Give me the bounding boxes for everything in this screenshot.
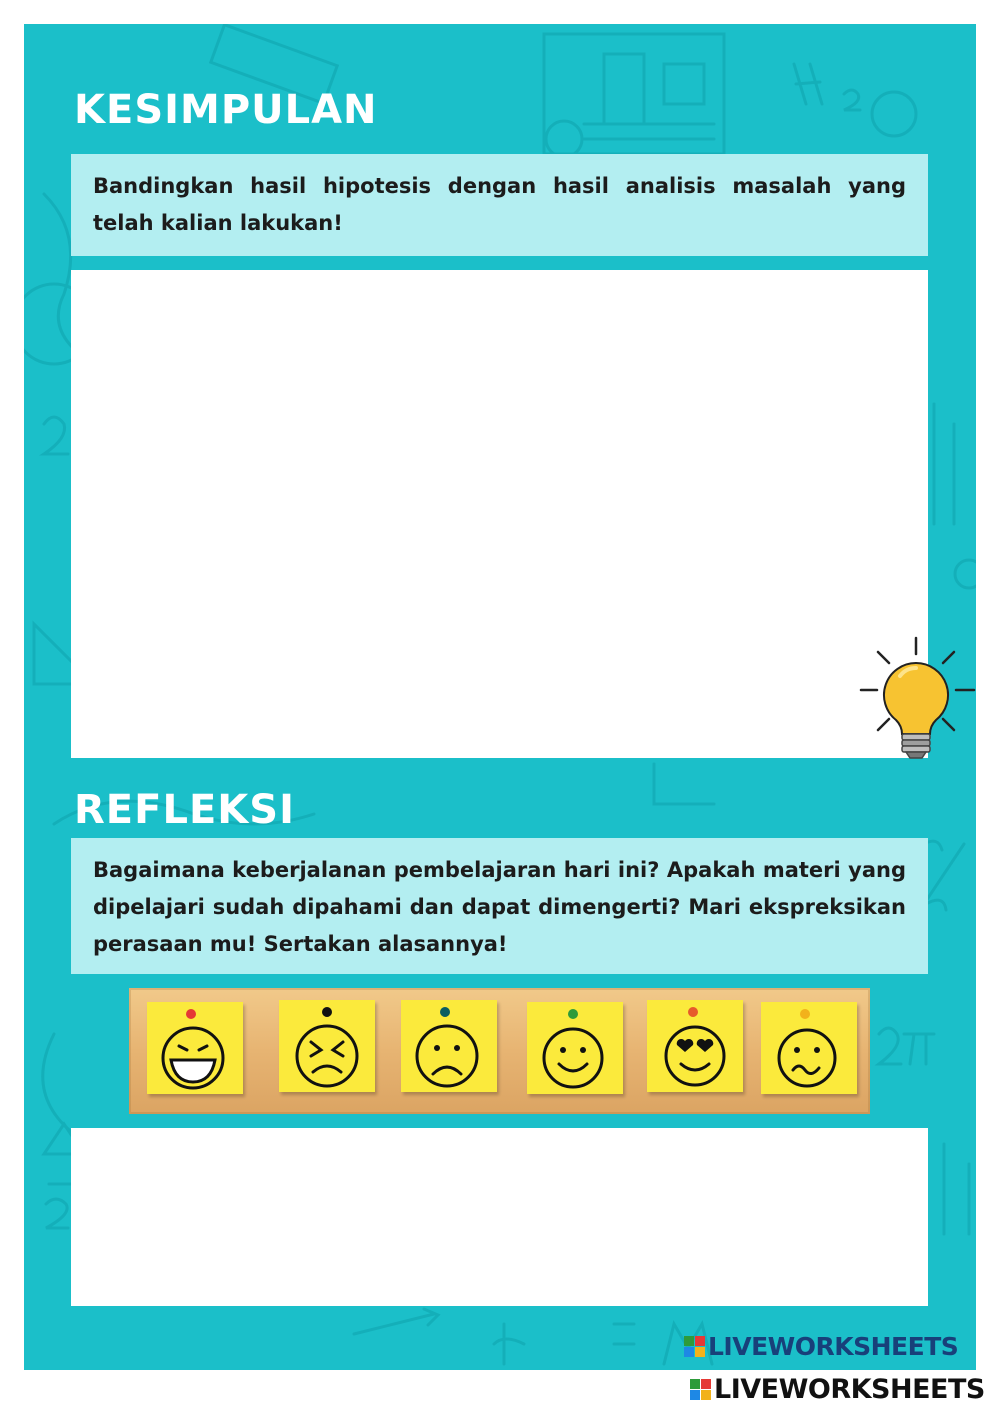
emotion-confused-option[interactable] (761, 1002, 857, 1094)
laughing-face-icon (147, 1002, 243, 1094)
emotion-board (129, 988, 870, 1114)
footer-brand-logo[interactable] (690, 1374, 985, 1405)
brand-logo-icon (684, 1336, 705, 1357)
smiling-face-icon (527, 1002, 623, 1094)
lightbulb-icon (858, 636, 976, 766)
emotion-heart-eyes-option[interactable] (647, 1000, 743, 1092)
confused-face-icon (761, 1002, 857, 1094)
sad-face-icon (401, 1000, 497, 1092)
refleksi-heading: REFLEKSI (74, 787, 295, 833)
heart-eyes-face-icon (647, 1000, 743, 1092)
footer-brand-label: LIVEWORKSHEETS (714, 1374, 985, 1405)
refleksi-answer-field[interactable] (71, 1128, 928, 1306)
emotion-smiling-option[interactable] (527, 1002, 623, 1094)
kesimpulan-heading: KESIMPULAN (74, 87, 378, 133)
emotion-laughing-option[interactable] (147, 1002, 243, 1094)
brand-logo-icon (690, 1379, 711, 1400)
kesimpulan-prompt: Bandingkan hasil hipotesis dengan hasil analisis masalah yang telah kalian lakukan! (71, 154, 928, 256)
emotion-angry-option[interactable] (279, 1000, 375, 1092)
worksheet-page (24, 24, 976, 1370)
angry-face-icon (279, 1000, 375, 1092)
emotion-sad-option[interactable] (401, 1000, 497, 1092)
refleksi-prompt: Bagaimana keberjalanan pembelajaran hari ini? Apakah materi yang dipelajari sudah dipahami dan dapat dimengerti? Mari ekspreksikan perasaan mu! Sertakan alasannya! (71, 838, 928, 974)
kesimpulan-answer-field[interactable] (71, 270, 928, 758)
inner-brand-label: LIVEWORKSHEETS (708, 1332, 959, 1361)
inner-brand-logo (684, 1332, 958, 1361)
